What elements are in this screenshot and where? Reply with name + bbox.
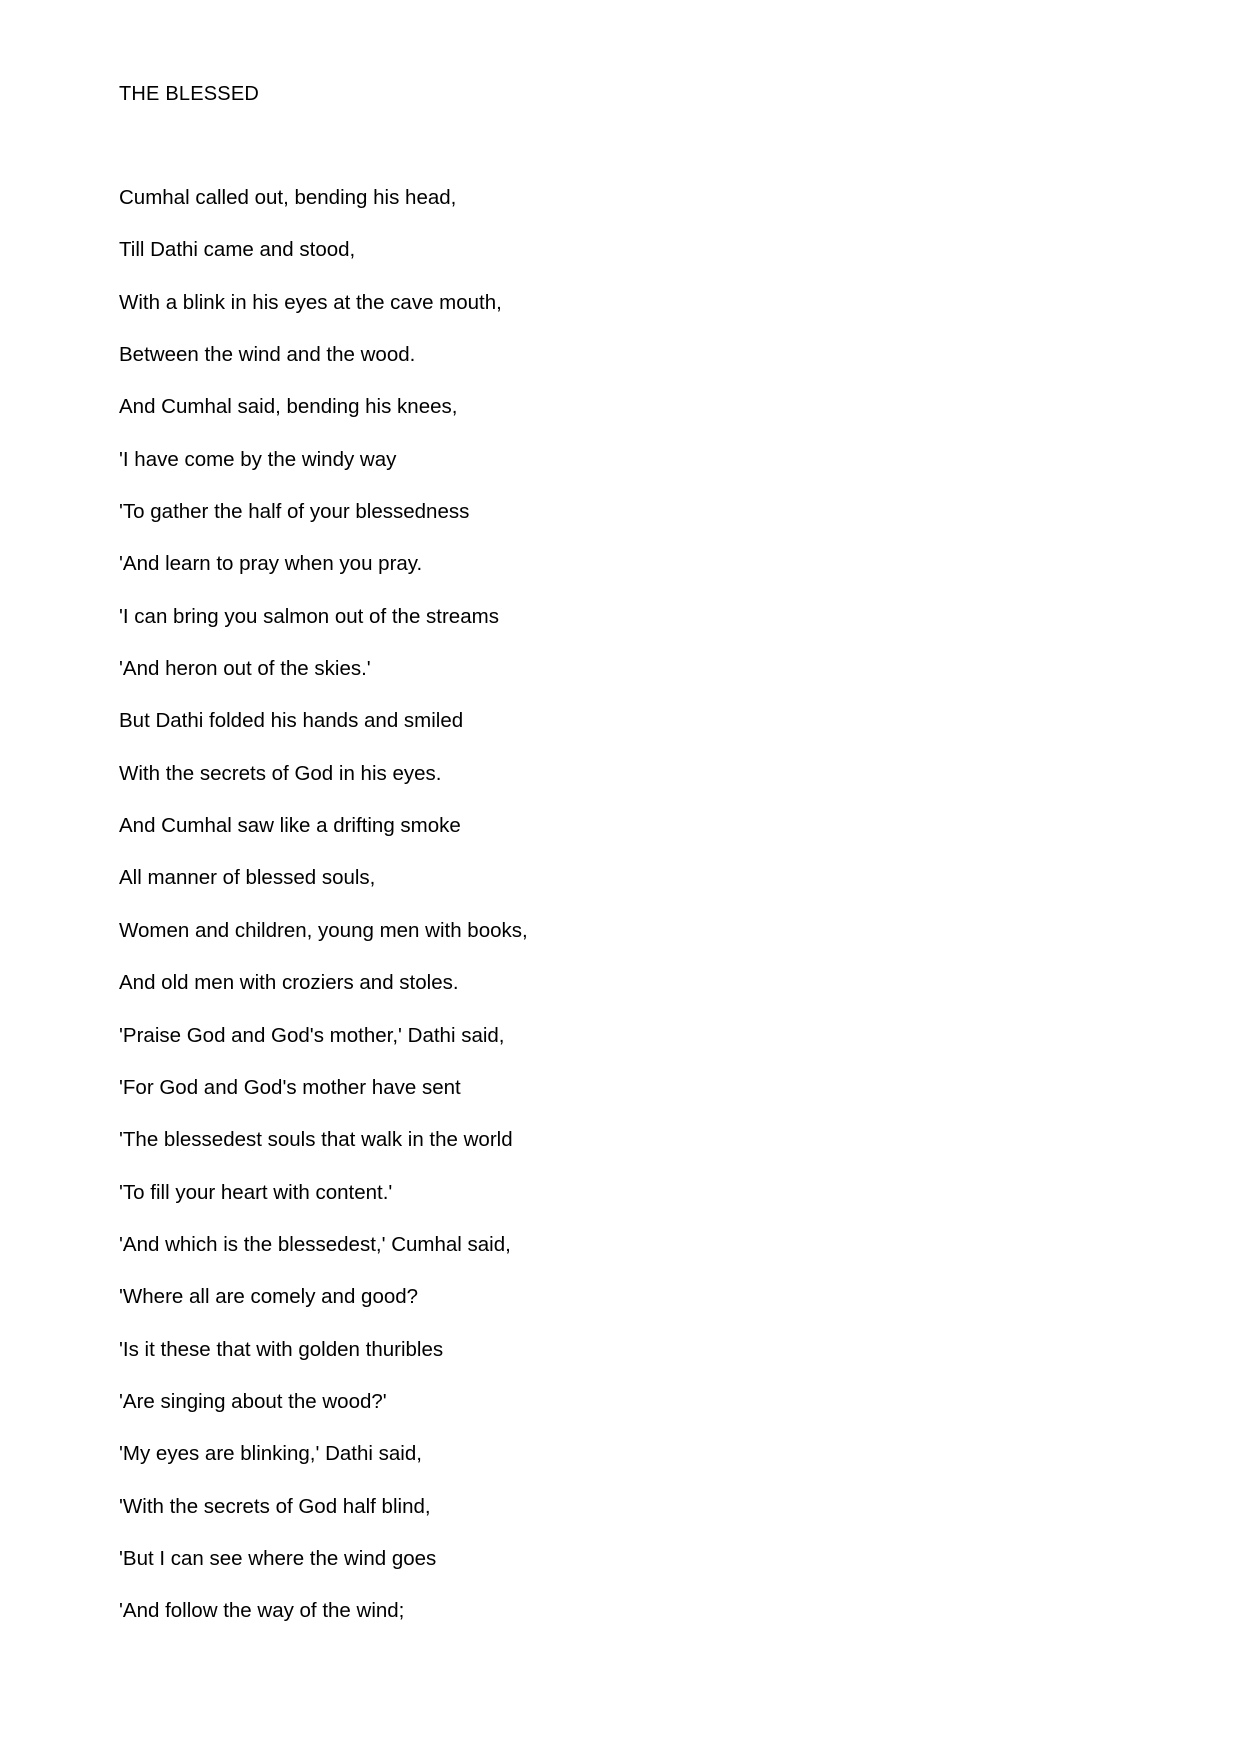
- poem-line: 'And which is the blessedest,' Cumhal said,: [119, 1232, 511, 1256]
- poem-line: 'Is it these that with golden thuribles: [119, 1337, 444, 1361]
- poem-line: With a blink in his eyes at the cave mouth,: [119, 290, 502, 314]
- poem-line: 'But I can see where the wind goes: [119, 1546, 437, 1570]
- poem-body: [119, 186, 528, 1652]
- poem-line: 'My eyes are blinking,' Dathi said,: [119, 1442, 422, 1466]
- poem-line: Between the wind and the wood.: [119, 343, 416, 367]
- poem-line: And Cumhal said, bending his knees,: [119, 395, 458, 419]
- poem-line: 'And heron out of the skies.': [119, 657, 371, 681]
- poem-line: Women and children, young men with books,: [119, 918, 528, 942]
- poem-line: 'And follow the way of the wind;: [119, 1599, 405, 1623]
- poem-line: But Dathi folded his hands and smiled: [119, 709, 464, 733]
- poem-line: 'With the secrets of God half blind,: [119, 1494, 431, 1518]
- poem-line: Till Dathi came and stood,: [119, 238, 356, 262]
- poem-line: And old men with croziers and stoles.: [119, 971, 459, 995]
- poem-line: 'I can bring you salmon out of the streams: [119, 604, 499, 628]
- page-title: THE BLESSED: [119, 83, 260, 105]
- poem-line: And Cumhal saw like a drifting smoke: [119, 814, 461, 838]
- poem-line: 'Where all are comely and good?: [119, 1285, 419, 1309]
- poem-line: 'The blessedest souls that walk in the world: [119, 1128, 513, 1152]
- poem-line: 'To gather the half of your blessedness: [119, 500, 470, 524]
- poem-line: 'And learn to pray when you pray.: [119, 552, 423, 576]
- poem-line: 'To fill your heart with content.': [119, 1180, 393, 1204]
- poem-line: 'For God and God's mother have sent: [119, 1075, 461, 1099]
- poem-line: 'I have come by the windy way: [119, 447, 397, 471]
- poem-line: 'Praise God and God's mother,' Dathi said,: [119, 1023, 505, 1047]
- poem-line: With the secrets of God in his eyes.: [119, 761, 442, 785]
- poem-line: All manner of blessed souls,: [119, 866, 376, 890]
- poem-line: 'Are singing about the wood?': [119, 1389, 387, 1413]
- poem-line: Cumhal called out, bending his head,: [119, 186, 457, 209]
